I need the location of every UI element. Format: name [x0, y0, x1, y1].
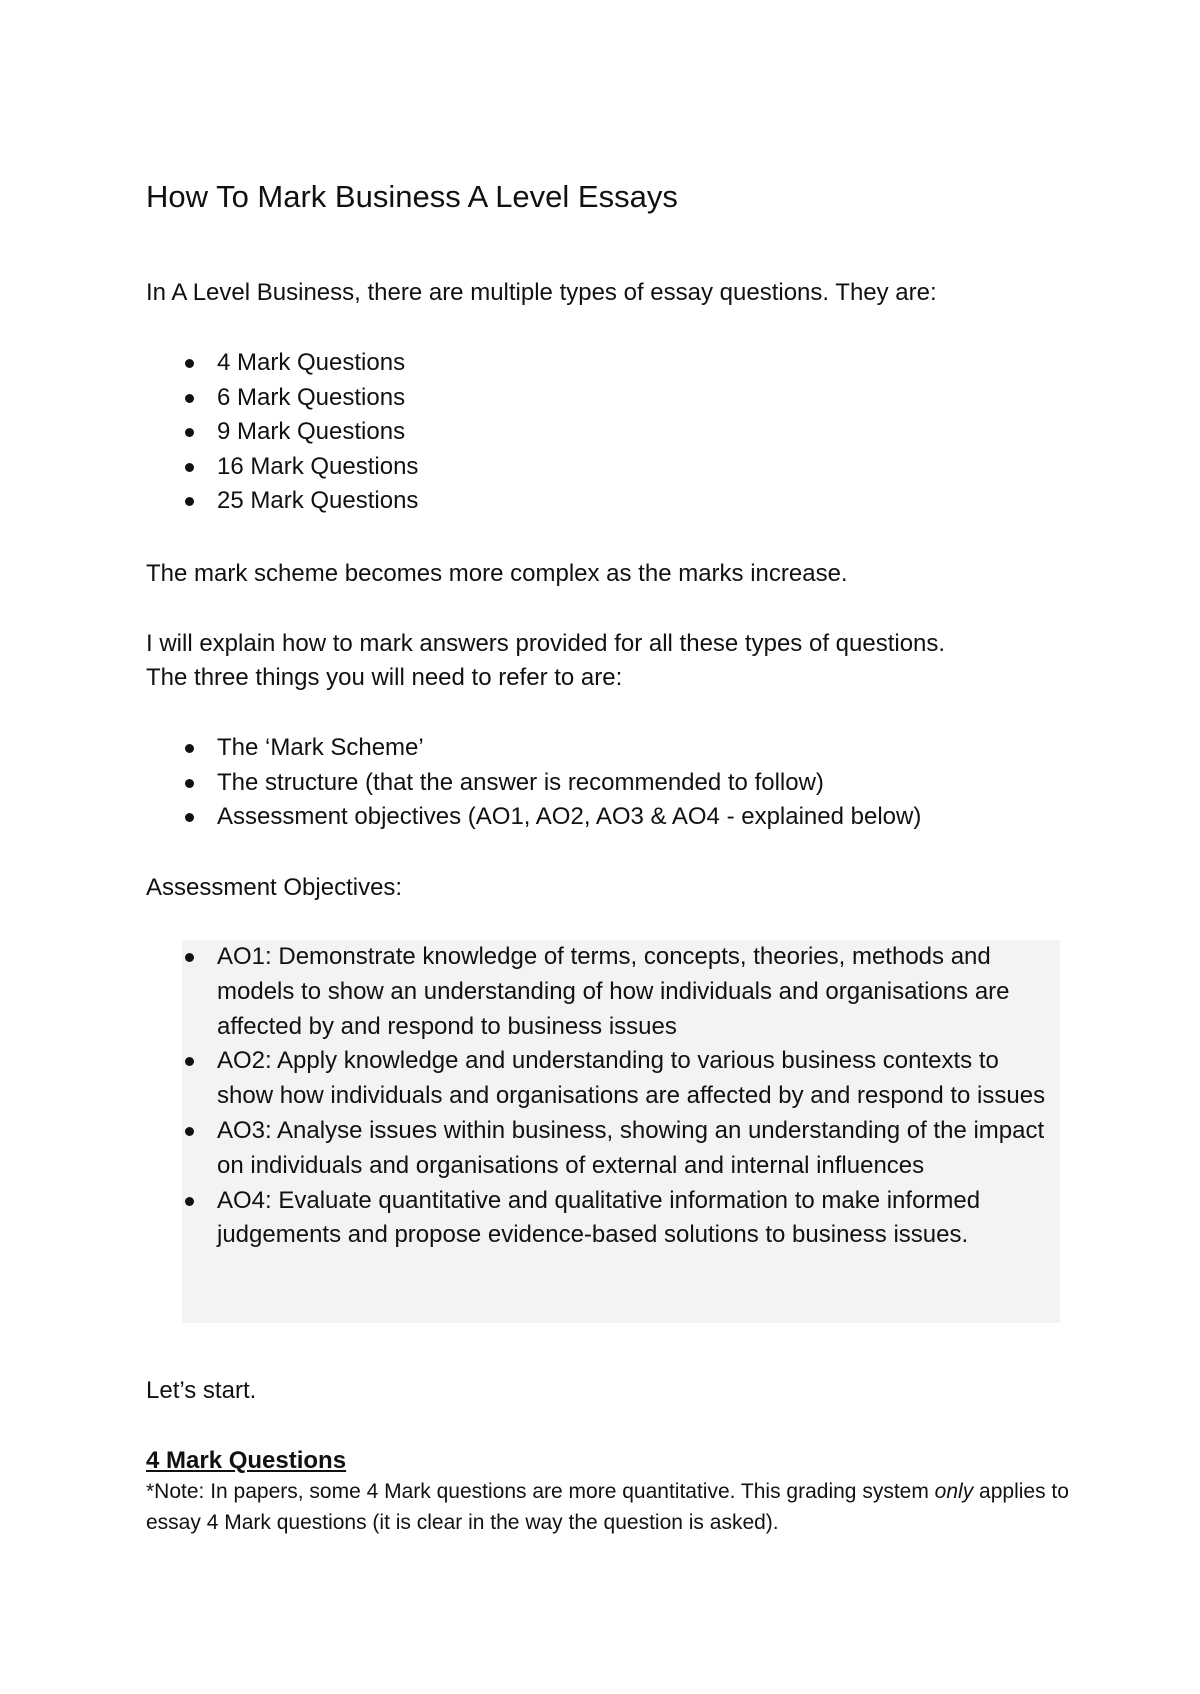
bullet-icon [185, 779, 194, 788]
lets-start-paragraph: Let’s start. [146, 1377, 257, 1404]
list-item: 16 Mark Questions [182, 450, 418, 485]
list-item: 25 Mark Questions [182, 484, 418, 519]
list-item: AO3: Analyse issues within business, showing an understanding of the impact on individuals and organisations of external and internal influences [182, 1114, 1060, 1184]
bullet-icon [185, 394, 194, 403]
complexity-paragraph: The mark scheme becomes more complex as the marks increase. [146, 560, 848, 587]
section-heading-4-mark: 4 Mark Questions [146, 1447, 347, 1474]
bullet-icon [185, 1127, 194, 1136]
explain-paragraph-line2: The three things you will need to refer to are: [146, 664, 623, 691]
list-item: AO2: Apply knowledge and understanding to various business contexts to show how individuals and organisations are affected by and respond to issues [182, 1044, 1060, 1114]
bullet-icon [185, 813, 194, 822]
list-item: Assessment objectives (AO1, AO2, AO3 & AO4 - explained below) [182, 800, 921, 835]
bullet-icon [185, 497, 194, 506]
note-paragraph: *Note: In papers, some 4 Mark questions are more quantitative. This grading system only applies to essay 4 Mark questions (it is clear in the way the question is asked). [146, 1480, 1069, 1534]
explain-paragraph-line1: I will explain how to mark answers provided for all these types of questions. [146, 630, 946, 657]
question-types-list [182, 346, 418, 519]
assessment-objectives-heading: Assessment Objectives: [146, 874, 403, 901]
bullet-icon [185, 1197, 194, 1206]
bullet-icon [185, 428, 194, 437]
bullet-icon [185, 744, 194, 753]
list-item: 4 Mark Questions [182, 346, 418, 381]
list-item: The structure (that the answer is recommended to follow) [182, 766, 921, 801]
list-item: The ‘Mark Scheme’ [182, 731, 921, 766]
list-item: 6 Mark Questions [182, 381, 418, 416]
list-item: 9 Mark Questions [182, 415, 418, 450]
list-item: AO1: Demonstrate knowledge of terms, concepts, theories, methods and models to show an understanding of how individuals and organisations are affected by and respond to business issues [182, 940, 1060, 1044]
bullet-icon [185, 953, 194, 962]
bullet-icon [185, 463, 194, 472]
refer-items-list [182, 731, 921, 835]
list-item: AO4: Evaluate quantitative and qualitative information to make informed judgements and propose evidence-based solutions to business issues. [182, 1184, 1060, 1254]
objectives-list [182, 940, 1060, 1253]
intro-paragraph: In A Level Business, there are multiple types of essay questions. They are: [146, 279, 937, 306]
bullet-icon [185, 359, 194, 368]
bullet-icon [185, 1057, 194, 1066]
document-title: How To Mark Business A Level Essays [146, 179, 678, 214]
